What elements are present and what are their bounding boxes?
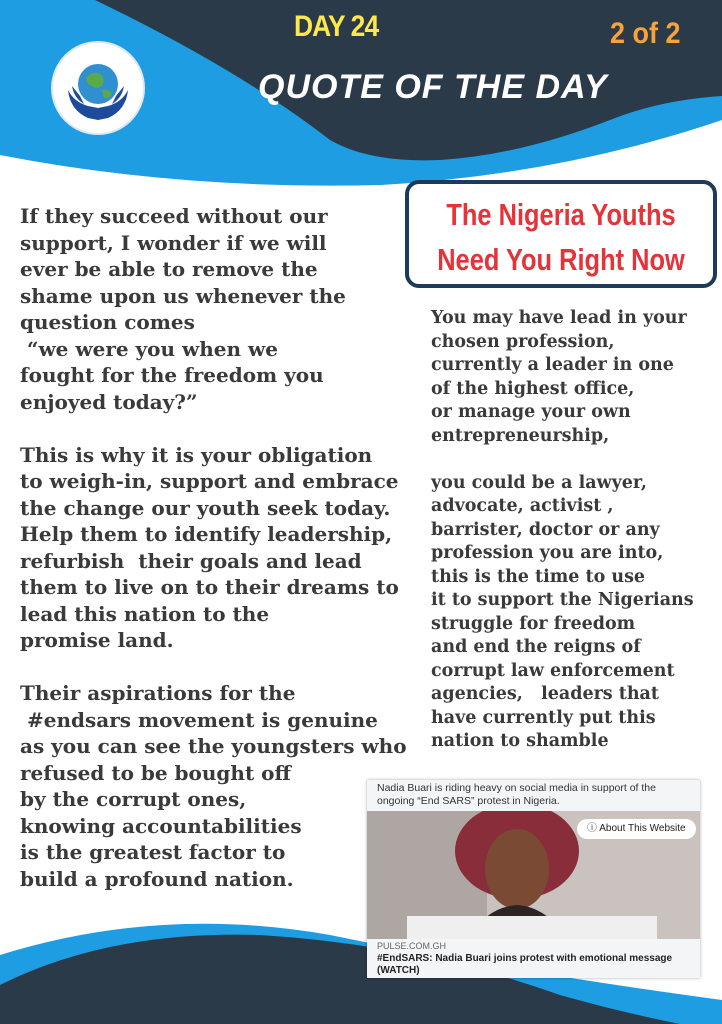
info-icon: ⓘ <box>587 823 600 834</box>
about-website-badge[interactable] <box>577 819 696 839</box>
badge-label: About This Website <box>599 823 686 834</box>
page-title: QUOTE OF THE DAY <box>258 68 608 106</box>
news-photo <box>367 811 700 939</box>
callout-box <box>405 180 717 288</box>
right-column-text: You may have lead in your chosen profession, currently a leader in one of the highest office, or manage your own entrepreneurship, you could be a lawyer, advocate, activist , barrister, doctor or any profession you are into, this is the time to use it to support the Nigerians struggle for freedom and end the reigns of corrupt law enforcement agencies, leaders that have currently put this nation to shamble <box>431 308 694 751</box>
news-card[interactable] <box>367 780 700 978</box>
foundation-logo <box>50 40 146 136</box>
news-headline[interactable]: #EndSARS: Nadia Buari joins protest with emotional message (WATCH) <box>377 953 673 976</box>
news-source: PULSE.COM.GH <box>377 941 447 951</box>
day-label: DAY 24 <box>294 10 379 43</box>
left-column-text: If they succeed without our support, I wonder if we will ever be able to remove the shame upon us whenever the question comes “we were you when we fought for the freedom you enjoyed today?” This is why it is your obligation to weigh-in, support and embrace the change our youth seek today. Help them to identify leadership, refurbish their goals and lead them to live on to their dreams to lead this nation to the promise land. Their aspirations for the #endsars movement is genuine as you can see the youngsters who refused to be bought off by the corrupt ones, knowing accountabilities is the greatest factor to build a profound nation. <box>20 204 407 891</box>
page-indicator: 2 of 2 <box>610 17 681 50</box>
callout-line-1: The Nigeria Youths <box>446 197 676 232</box>
news-caption: Nadia Buari is riding heavy on social media in support of the ongoing “End SARS” protest in Nigeria. <box>377 782 656 807</box>
callout-line-2: Need You Right Now <box>437 242 685 277</box>
